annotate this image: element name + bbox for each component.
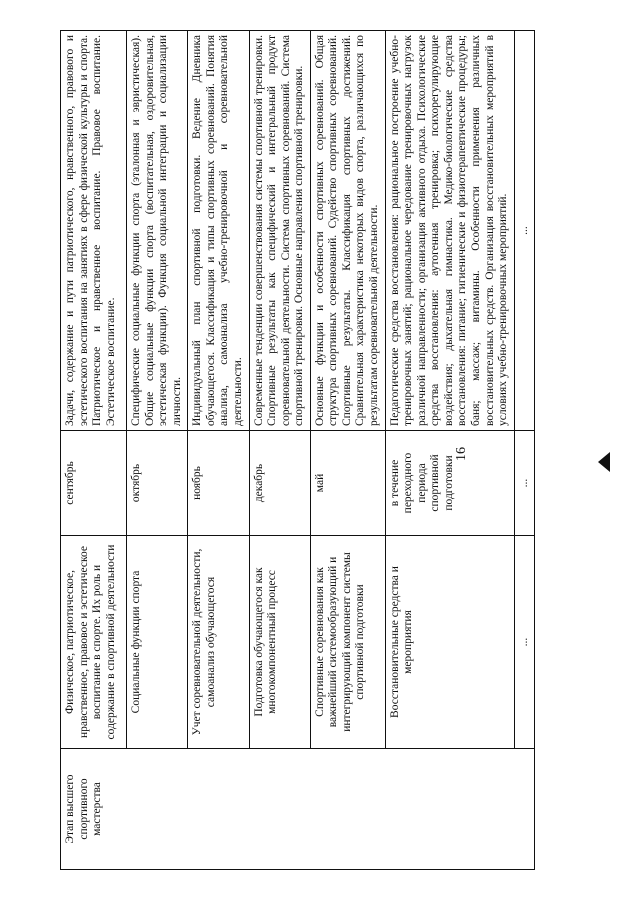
table-row	[514, 31, 535, 870]
ellipsis-cell: ...	[514, 431, 535, 536]
table-row	[385, 31, 514, 870]
topic-cell: Физическое, патриотическое, нравственное, правовое и эстетическое воспитание в спорте. Их роль и содержание в спортивной деятельности	[61, 536, 127, 749]
table-row	[188, 31, 249, 870]
ellipsis-cell: ...	[514, 31, 535, 431]
topic-cell: Подготовка обучающегося как многокомпонентный процесс	[249, 536, 310, 749]
curriculum-table	[60, 30, 535, 870]
content-cell: Основные функции и особенности спортивных соревнований. Общая структура спортивных соревнований. Судейство спортивных соревнований. Спортивные результаты. Классификация спортивных достижений. Сравнительная характеристика некоторых видов спорта, различающихся по результатам соревновательной деятельности.	[310, 31, 385, 431]
month-cell: октябрь	[127, 431, 188, 536]
topic-cell: Спортивные соревнования как важнейший системообразующий и интегрирующий компонент системы спортивной подготовки	[310, 536, 385, 749]
month-cell: декабрь	[249, 431, 310, 536]
table-row	[249, 31, 310, 870]
topic-cell: Социальные функции спорта	[127, 536, 188, 749]
rotated-page-content	[60, 30, 530, 870]
table-row	[310, 31, 385, 870]
topic-cell: Восстановительные средства и мероприятия	[385, 536, 514, 749]
content-cell: Специфические социальные функции спорта (эталонная и эвристическая). Общие социальные функции спорта (воспитательная, оздоровительная, эстетическая функции). Функция социальной интеграции и социализации личности.	[127, 31, 188, 431]
table-row	[61, 31, 127, 870]
page-number: 16	[454, 447, 469, 461]
content-cell: Современные тенденции совершенствования системы спортивной тренировки. Спортивные результаты как специфический и интегральный продукт соревновательной деятельности. Система спортивных соревнований. Система спортивной тренировки. Основные направления спортивной тренировки.	[249, 31, 310, 431]
month-cell: в течение переходного периода спортивной подготовки	[385, 431, 514, 536]
table-row	[127, 31, 188, 870]
content-cell: Задачи, содержание и пути патриотического, нравственного, правового и эстетического воспитания на занятиях в сфере физической культуры и спорта. Патриотическое и нравственное воспитание. Правовое воспитание. Эстетическое воспитание.	[61, 31, 127, 431]
content-cell: Индивидуальный план спортивной подготовки. Ведение Дневника обучающегося. Классификация и типы спортивных соревнований. Понятия анализа, самоанализа учебно-тренировочной и соревновательной деятельности.	[188, 31, 249, 431]
content-cell: Педагогические средства восстановления: рациональное построение учебно-тренировочных занятий; рациональное чередование тренировочных нагрузок различной направленности; организация активного отдыха. Психологические средства восстановления: аутогенная тренировка; психорегулирующие воздействия; дыхательная гимнастика. Медико-биологические средства восстановления: питание; гигиенические и физиотерапевтические процедуры; баня; массаж; витамины. Особенности применения различных восстановительных средств. Организация восстановительных мероприятий в условиях учебно-тренировочных мероприятий.	[385, 31, 514, 431]
month-cell: май	[310, 431, 385, 536]
month-cell: сентябрь	[61, 431, 127, 536]
stage-cell: Этап высшего спортивного мастерства	[61, 749, 535, 870]
topic-cell: Учет соревновательной деятельности, самоанализ обучающегося	[188, 536, 249, 749]
page-edge-marker	[598, 452, 610, 472]
ellipsis-cell: ...	[514, 536, 535, 749]
month-cell: ноябрь	[188, 431, 249, 536]
